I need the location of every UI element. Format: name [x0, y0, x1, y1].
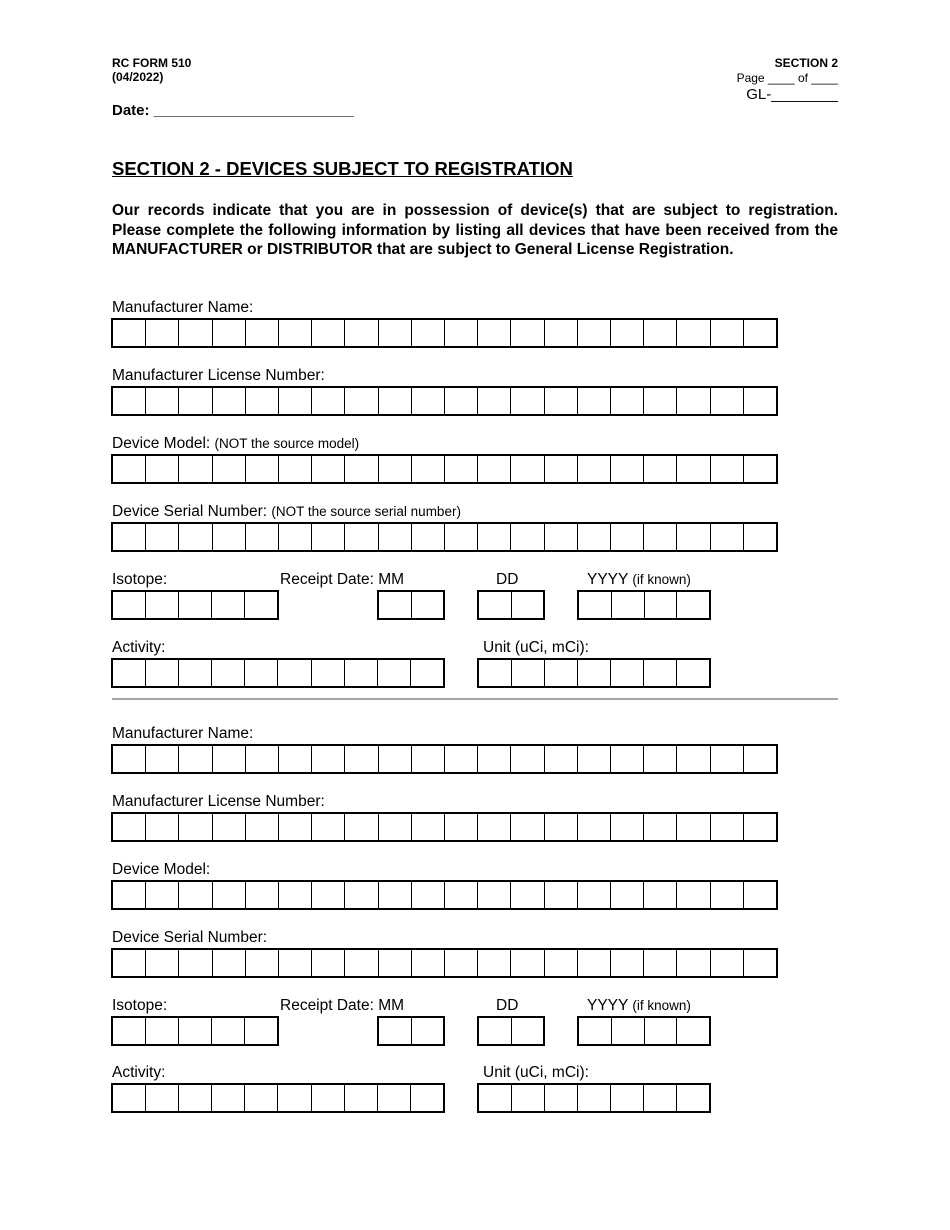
serial-number-input[interactable] — [111, 948, 778, 978]
character-box[interactable] — [113, 320, 146, 346]
character-box[interactable] — [677, 592, 709, 618]
character-box[interactable] — [511, 950, 544, 976]
character-box[interactable] — [511, 814, 544, 840]
character-box[interactable] — [179, 1018, 212, 1044]
character-box[interactable] — [113, 456, 146, 482]
character-box[interactable] — [479, 1018, 512, 1044]
serial-number-input[interactable] — [111, 522, 778, 552]
character-box[interactable] — [511, 746, 544, 772]
character-box[interactable] — [179, 660, 212, 686]
character-box[interactable] — [146, 456, 179, 482]
character-box[interactable] — [677, 1085, 709, 1111]
character-box[interactable] — [345, 320, 378, 346]
character-box[interactable] — [644, 746, 677, 772]
character-box[interactable] — [113, 950, 146, 976]
character-box[interactable] — [245, 660, 278, 686]
character-box[interactable] — [412, 882, 445, 908]
character-box[interactable] — [578, 524, 611, 550]
character-box[interactable] — [345, 456, 378, 482]
character-box[interactable] — [312, 1085, 345, 1111]
character-box[interactable] — [478, 950, 511, 976]
character-box[interactable] — [645, 592, 678, 618]
character-box[interactable] — [146, 1018, 179, 1044]
character-box[interactable] — [279, 882, 312, 908]
entry-divider — [112, 698, 838, 700]
character-box[interactable] — [279, 524, 312, 550]
character-box[interactable] — [146, 814, 179, 840]
character-box[interactable] — [445, 320, 478, 346]
character-box[interactable] — [611, 1085, 644, 1111]
character-box[interactable] — [512, 592, 544, 618]
character-box[interactable] — [644, 320, 677, 346]
character-box[interactable] — [279, 950, 312, 976]
manufacturer-name-input[interactable] — [111, 318, 778, 348]
character-box[interactable] — [511, 524, 544, 550]
character-box[interactable] — [179, 814, 212, 840]
character-box[interactable] — [511, 456, 544, 482]
character-box[interactable] — [578, 950, 611, 976]
device-model-label: Device Model: — [112, 861, 211, 878]
character-box[interactable] — [213, 950, 246, 976]
character-box[interactable] — [677, 746, 710, 772]
manufacturer-license-input[interactable] — [111, 812, 778, 842]
character-box[interactable] — [179, 524, 212, 550]
character-box[interactable] — [279, 320, 312, 346]
receipt-month-input[interactable] — [377, 590, 445, 620]
receipt-year-input[interactable] — [577, 590, 711, 620]
character-box[interactable] — [711, 882, 744, 908]
isotope-input[interactable] — [111, 590, 279, 620]
character-box[interactable] — [146, 320, 179, 346]
character-box[interactable] — [213, 814, 246, 840]
character-box[interactable] — [179, 388, 212, 414]
receipt-year-input[interactable] — [577, 1016, 711, 1046]
receipt-day-input[interactable] — [477, 590, 545, 620]
character-box[interactable] — [512, 1018, 544, 1044]
character-box[interactable] — [213, 746, 246, 772]
intro-paragraph: Our records indicate that you are in possession of device(s) that are subject to registration. Please complete the following information by listing all devices that have been received from the MANUFACTURER or DISTRIBUTOR that are subject to General License Registration. — [112, 202, 838, 259]
character-box[interactable] — [113, 388, 146, 414]
character-box[interactable] — [445, 950, 478, 976]
character-box[interactable] — [246, 814, 279, 840]
character-box[interactable] — [578, 388, 611, 414]
character-box[interactable] — [611, 950, 644, 976]
character-box[interactable] — [479, 660, 512, 686]
page-number-line[interactable]: Page ____ of ____ — [736, 71, 838, 85]
character-box[interactable] — [711, 320, 744, 346]
character-box[interactable] — [545, 660, 578, 686]
character-box[interactable] — [113, 746, 146, 772]
character-box[interactable] — [312, 950, 345, 976]
serial-number-label: Device Serial Number: — [112, 929, 268, 946]
device-model-label: Device Model: — [112, 435, 211, 452]
character-box[interactable] — [445, 746, 478, 772]
character-box[interactable] — [179, 950, 212, 976]
receipt-date-yyyy-label-wrap — [587, 997, 691, 1015]
character-box[interactable] — [744, 746, 776, 772]
character-box[interactable] — [113, 1018, 146, 1044]
activity-label: Activity: — [112, 1064, 166, 1081]
serial-number-note: (NOT the source serial number) — [271, 504, 461, 519]
character-box[interactable] — [611, 814, 644, 840]
character-box[interactable] — [644, 882, 677, 908]
character-box[interactable] — [511, 388, 544, 414]
character-box[interactable] — [146, 746, 179, 772]
character-box[interactable] — [478, 320, 511, 346]
character-box[interactable] — [644, 388, 677, 414]
character-box[interactable] — [744, 388, 776, 414]
character-box[interactable] — [345, 1085, 378, 1111]
character-box[interactable] — [179, 746, 212, 772]
character-box[interactable] — [744, 950, 776, 976]
character-box[interactable] — [412, 592, 444, 618]
activity-input[interactable] — [111, 658, 445, 688]
character-box[interactable] — [212, 592, 245, 618]
character-box[interactable] — [379, 814, 412, 840]
character-box[interactable] — [412, 320, 445, 346]
character-box[interactable] — [411, 660, 443, 686]
character-box[interactable] — [345, 388, 378, 414]
character-box[interactable] — [578, 746, 611, 772]
character-box[interactable] — [113, 660, 146, 686]
character-box[interactable] — [379, 950, 412, 976]
character-box[interactable] — [345, 660, 378, 686]
character-box[interactable] — [744, 882, 776, 908]
character-box[interactable] — [278, 1085, 311, 1111]
character-box[interactable] — [412, 524, 445, 550]
character-box[interactable] — [246, 388, 279, 414]
character-box[interactable] — [545, 882, 578, 908]
character-box[interactable] — [146, 388, 179, 414]
character-box[interactable] — [445, 524, 478, 550]
character-box[interactable] — [378, 1085, 411, 1111]
character-box[interactable] — [146, 950, 179, 976]
character-box[interactable] — [578, 1085, 611, 1111]
character-box[interactable] — [644, 660, 677, 686]
character-box[interactable] — [611, 456, 644, 482]
character-box[interactable] — [379, 320, 412, 346]
character-box[interactable] — [345, 746, 378, 772]
device-model-label-wrap — [112, 435, 359, 453]
character-box[interactable] — [246, 320, 279, 346]
character-box[interactable] — [312, 882, 345, 908]
character-box[interactable] — [212, 1018, 245, 1044]
unit-label: Unit (uCi, mCi): — [483, 1064, 589, 1081]
receipt-date-mm-label: Receipt Date: MM — [280, 571, 405, 588]
character-box[interactable] — [312, 660, 345, 686]
character-box[interactable] — [545, 388, 578, 414]
character-box[interactable] — [611, 660, 644, 686]
character-box[interactable] — [213, 882, 246, 908]
character-box[interactable] — [146, 1085, 179, 1111]
character-box[interactable] — [146, 524, 179, 550]
character-box[interactable] — [744, 456, 776, 482]
character-box[interactable] — [213, 524, 246, 550]
character-box[interactable] — [279, 456, 312, 482]
character-box[interactable] — [213, 320, 246, 346]
form-revision-date: (04/2022) — [112, 70, 164, 84]
character-box[interactable] — [379, 388, 412, 414]
character-box[interactable] — [677, 814, 710, 840]
character-box[interactable] — [744, 524, 776, 550]
character-box[interactable] — [545, 524, 578, 550]
character-box[interactable] — [677, 456, 710, 482]
character-box[interactable] — [445, 882, 478, 908]
receipt-date-dd-label: DD — [496, 997, 519, 1014]
character-box[interactable] — [611, 882, 644, 908]
character-box[interactable] — [512, 1085, 545, 1111]
character-box[interactable] — [644, 524, 677, 550]
character-box[interactable] — [246, 746, 279, 772]
activity-input[interactable] — [111, 1083, 445, 1113]
character-box[interactable] — [345, 814, 378, 840]
character-box[interactable] — [479, 1085, 512, 1111]
character-box[interactable] — [612, 1018, 645, 1044]
character-box[interactable] — [478, 456, 511, 482]
character-box[interactable] — [378, 660, 411, 686]
character-box[interactable] — [245, 592, 277, 618]
receipt-date-yyyy-label-wrap — [587, 571, 691, 589]
character-box[interactable] — [213, 388, 246, 414]
character-box[interactable] — [179, 882, 212, 908]
manufacturer-license-input[interactable] — [111, 386, 778, 416]
character-box[interactable] — [146, 660, 179, 686]
character-box[interactable] — [677, 950, 710, 976]
form-id-block — [112, 56, 191, 84]
character-box[interactable] — [579, 592, 612, 618]
receipt-day-input[interactable] — [477, 1016, 545, 1046]
character-box[interactable] — [379, 524, 412, 550]
device-model-input[interactable] — [111, 454, 778, 484]
manufacturer-license-label: Manufacturer License Number: — [112, 367, 325, 384]
character-box[interactable] — [113, 524, 146, 550]
character-box[interactable] — [412, 388, 445, 414]
character-box[interactable] — [611, 320, 644, 346]
character-box[interactable] — [312, 814, 345, 840]
character-box[interactable] — [711, 524, 744, 550]
isotope-label: Isotope: — [112, 997, 168, 1014]
character-box[interactable] — [578, 882, 611, 908]
character-box[interactable] — [245, 1085, 278, 1111]
character-box[interactable] — [113, 814, 146, 840]
receipt-date-yyyy-note: (if known) — [632, 572, 691, 587]
character-box[interactable] — [179, 1085, 212, 1111]
device-model-input[interactable] — [111, 880, 778, 910]
character-box[interactable] — [478, 814, 511, 840]
receipt-date-yyyy-label: YYYY — [587, 997, 629, 1014]
character-box[interactable] — [511, 882, 544, 908]
character-box[interactable] — [379, 456, 412, 482]
character-box[interactable] — [445, 814, 478, 840]
character-box[interactable] — [677, 882, 710, 908]
character-box[interactable] — [711, 456, 744, 482]
character-box[interactable] — [545, 1085, 578, 1111]
character-box[interactable] — [711, 814, 744, 840]
form-code: RC FORM 510 — [112, 56, 192, 70]
character-box[interactable] — [445, 388, 478, 414]
character-box[interactable] — [478, 524, 511, 550]
character-box[interactable] — [212, 1085, 245, 1111]
section-label: SECTION 2 — [774, 56, 838, 70]
character-box[interactable] — [245, 1018, 277, 1044]
receipt-date-mm-label: Receipt Date: MM — [280, 997, 405, 1014]
character-box[interactable] — [345, 882, 378, 908]
character-box[interactable] — [412, 746, 445, 772]
character-box[interactable] — [411, 1085, 443, 1111]
manufacturer-name-input[interactable] — [111, 744, 778, 774]
character-box[interactable] — [246, 950, 279, 976]
character-box[interactable] — [644, 1085, 677, 1111]
character-box[interactable] — [113, 882, 146, 908]
character-box[interactable] — [279, 814, 312, 840]
character-box[interactable] — [146, 882, 179, 908]
isotope-label: Isotope: — [112, 571, 168, 588]
character-box[interactable] — [512, 660, 545, 686]
character-box[interactable] — [611, 746, 644, 772]
character-box[interactable] — [412, 950, 445, 976]
receipt-month-input[interactable] — [377, 1016, 445, 1046]
character-box[interactable] — [212, 660, 245, 686]
section-title: SECTION 2 - DEVICES SUBJECT TO REGISTRATION — [112, 158, 573, 179]
manufacturer-license-label: Manufacturer License Number: — [112, 793, 325, 810]
character-box[interactable] — [113, 1085, 146, 1111]
character-box[interactable] — [312, 388, 345, 414]
character-box[interactable] — [711, 746, 744, 772]
character-box[interactable] — [379, 1018, 412, 1044]
character-box[interactable] — [545, 950, 578, 976]
character-box[interactable] — [744, 320, 776, 346]
character-box[interactable] — [677, 320, 710, 346]
character-box[interactable] — [246, 456, 279, 482]
serial-number-label-wrap — [112, 503, 461, 521]
character-box[interactable] — [545, 320, 578, 346]
character-box[interactable] — [246, 524, 279, 550]
character-box[interactable] — [312, 746, 345, 772]
character-box[interactable] — [578, 814, 611, 840]
character-box[interactable] — [312, 320, 345, 346]
character-box[interactable] — [412, 1018, 444, 1044]
character-box[interactable] — [213, 456, 246, 482]
character-box[interactable] — [412, 456, 445, 482]
character-box[interactable] — [479, 592, 512, 618]
character-box[interactable] — [611, 524, 644, 550]
character-box[interactable] — [179, 592, 212, 618]
character-box[interactable] — [345, 524, 378, 550]
date-field[interactable]: Date: ________________________ — [112, 102, 354, 119]
character-box[interactable] — [278, 660, 311, 686]
character-box[interactable] — [545, 456, 578, 482]
manufacturer-name-label: Manufacturer Name: — [112, 299, 254, 316]
unit-input[interactable] — [477, 1083, 711, 1113]
gl-number-line[interactable]: GL-________ — [746, 86, 838, 103]
character-box[interactable] — [644, 950, 677, 976]
character-box[interactable] — [644, 456, 677, 482]
character-box[interactable] — [711, 388, 744, 414]
character-box[interactable] — [677, 388, 710, 414]
character-box[interactable] — [612, 592, 645, 618]
character-box[interactable] — [744, 814, 776, 840]
character-box[interactable] — [478, 882, 511, 908]
section-page-block — [737, 56, 838, 103]
unit-label: Unit (uCi, mCi): — [483, 639, 589, 656]
character-box[interactable] — [412, 814, 445, 840]
character-box[interactable] — [279, 388, 312, 414]
character-box[interactable] — [545, 746, 578, 772]
character-box[interactable] — [379, 746, 412, 772]
character-box[interactable] — [677, 1018, 709, 1044]
character-box[interactable] — [644, 814, 677, 840]
character-box[interactable] — [246, 882, 279, 908]
character-box[interactable] — [379, 592, 412, 618]
character-box[interactable] — [312, 456, 345, 482]
character-box[interactable] — [345, 950, 378, 976]
character-box[interactable] — [379, 882, 412, 908]
character-box[interactable] — [711, 950, 744, 976]
isotope-input[interactable] — [111, 1016, 279, 1046]
character-box[interactable] — [179, 456, 212, 482]
receipt-date-dd-label: DD — [496, 571, 519, 588]
character-box[interactable] — [611, 388, 644, 414]
serial-number-label: Device Serial Number: — [112, 503, 268, 520]
character-box[interactable] — [645, 1018, 678, 1044]
character-box[interactable] — [579, 1018, 612, 1044]
character-box[interactable] — [677, 660, 709, 686]
character-box[interactable] — [146, 592, 179, 618]
character-box[interactable] — [677, 524, 710, 550]
receipt-date-yyyy-label: YYYY — [587, 571, 629, 588]
character-box[interactable] — [578, 660, 611, 686]
character-box[interactable] — [113, 592, 146, 618]
character-box[interactable] — [445, 456, 478, 482]
character-box[interactable] — [179, 320, 212, 346]
character-box[interactable] — [279, 746, 312, 772]
character-box[interactable] — [312, 524, 345, 550]
character-box[interactable] — [478, 746, 511, 772]
device-model-note: (NOT the source model) — [214, 436, 360, 451]
activity-label: Activity: — [112, 639, 166, 656]
unit-input[interactable] — [477, 658, 711, 688]
character-box[interactable] — [478, 388, 511, 414]
receipt-date-yyyy-note: (if known) — [632, 998, 691, 1013]
character-box[interactable] — [578, 456, 611, 482]
character-box[interactable] — [511, 320, 544, 346]
manufacturer-name-label: Manufacturer Name: — [112, 725, 254, 742]
character-box[interactable] — [545, 814, 578, 840]
character-box[interactable] — [578, 320, 611, 346]
